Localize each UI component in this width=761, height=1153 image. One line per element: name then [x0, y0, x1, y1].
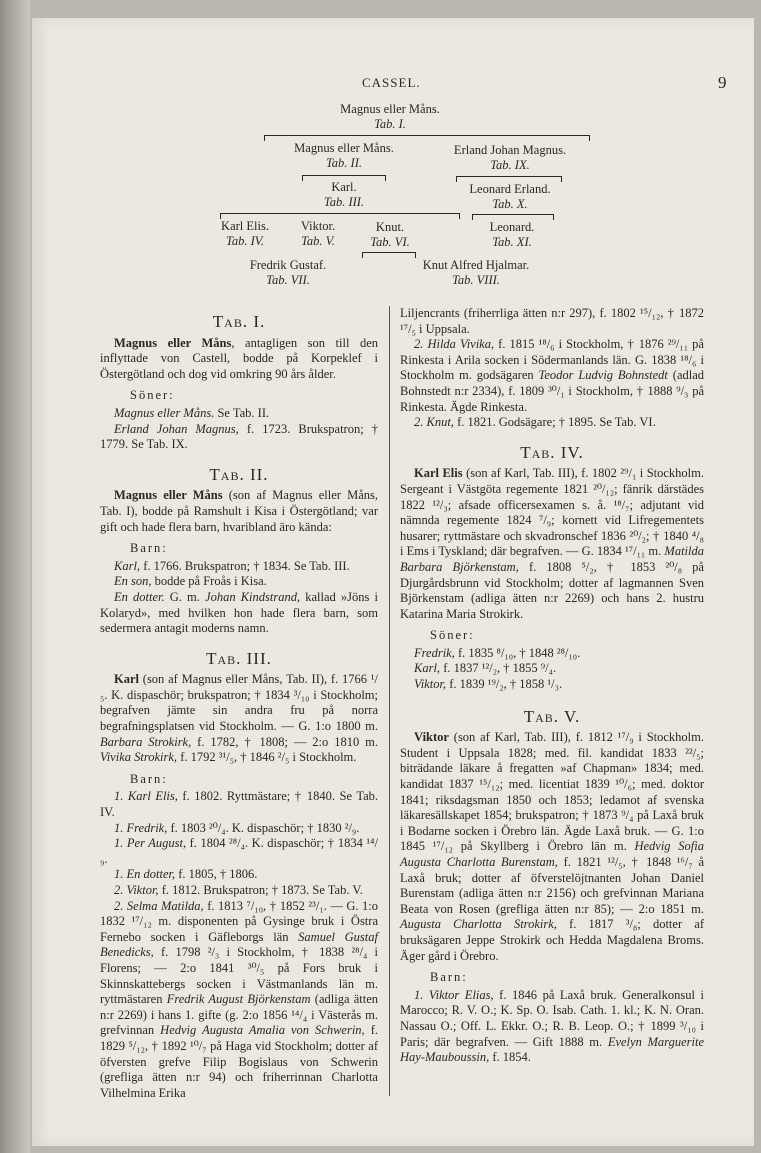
- right-column: [400, 306, 704, 1066]
- tree-node-tab9: Erland Johan Magnus. Tab. IX.: [453, 143, 567, 172]
- tree-node-tab11: Leonard. Tab. XI.: [489, 220, 535, 249]
- section-heading-tab2: Tab. II.: [209, 464, 269, 484]
- tree-brace: [362, 252, 416, 258]
- child-entry: Fredrik, f. 1835 ⁸/₁₀, † 1848 ²⁸/₁₀.: [414, 645, 581, 660]
- subheading-barn: Barn:: [130, 771, 168, 786]
- child-entry: En son, bodde på Froås i Kisa.: [114, 574, 267, 589]
- tree-node-tab3: Karl. Tab. III.: [323, 180, 365, 209]
- entry-tab5: Viktor (son af Karl, Tab. III), f. 1812 ¹⁷/₉ i Stockholm. Student i Uppsala 1828; med. fil. kandidat 1833 ²²/₅; biträdande läkare å fregatten »af Chapman» 1834; med. kandidat 1837 ¹⁵/₁₂; med. licentiat 1839 ¹⁰/₆; med. doktor 1841; riksdagsman 1850 och 1853; ledamot af svenska läkaresällskapet 1854; brukspatron; † 1873 ⁹/₄ på Laxå bruk i Bodarne socken i Örebro län. Ägde Laxå bruk. — G. 1:o 1845 ¹⁷/₁₂ på Skyllberg i Örebro län m. Hedvig Sofia Augusta Charlotta Burenstam, f. 1821 ¹²/₅, † 1848 ¹⁶/₇ å Laxå bruk; dotter af öfverstelöjtnanten Johan Daniel Burenstam (adliga ätten n:r 2156) och grefvinnan Mariana Beata von Rosen (grefliga ätten n:r 85); — 2:o 1851 m. Augusta Charlotta Strokirk, f. 1817 ³/₈; dotter af bruksägaren Jeppe Strokirk och Hedda Magdalena Broms. Äger gård i Örebro.: [400, 730, 704, 963]
- entry-tab3: Karl (son af Magnus eller Måns, Tab. II), f. 1766 ¹/₅. K. dispaschör; brukspatron; † 1834 ³/₁₀ i Stockholm; begrafven jämte sin andra fru på norra begrafningsplatsen vid Stockholm. — G. 1:o 1800 m. Barbara Strokirk, f. 1782, † 1808; — 2:o 1810 m. Vivika Strokirk, f. 1792 ³¹/₅, † 1846 ²/₅ i Stockholm.: [100, 672, 378, 765]
- tree-node-tab10: Leonard Erland. Tab. X.: [469, 182, 551, 211]
- entry-tab1: Magnus eller Måns, antagligen son till den inflyttade von Castell, bodde på Korpeklef i Östergötland och dog vid omkring 90 års ålder.: [100, 335, 379, 381]
- child-entry: Magnus eller Måns. Se Tab. II.: [114, 405, 270, 420]
- tree-node-tab4: Karl Elis. Tab. IV.: [221, 219, 269, 248]
- child-entry: 2. Hilda Vivika, f. 1815 ¹⁸/₆ i Stockholm, † 1876 ²⁹/₁₁ på Rinkesta i Arila socken i Södermanlands län. G. 1838 ¹⁸/₆ i Stockholm m. godsägaren Teodor Ludvig Bohnstedt (adlad Bohnstedt n:r 2334), f. 1809 ³⁰/₁ i Stockholm, † 1888 ⁹/₃ på Rinkesta. Ägde Rinkesta.: [400, 337, 705, 414]
- child-entry: 2. Knut, f. 1821. Godsägare; † 1895. Se Tab. VI.: [414, 415, 656, 430]
- child-entry: 2. Selma Matilda, f. 1813 ⁷/₁₀, † 1852 ²³/₁. — G. 1:o 1832 ¹⁷/₁₂ m. disponenten på Gysinge bruk i Östra Fernebo socken i Gäfleborgs län Samuel Gustaf Benedicks, f. 1798 ²/₃ i Stockholm, † 1838 ²⁸/₄ i Florens; — 2:o 1841 ³⁰/₅ på Fors bruk i Skinnskattebergs socken i Västmanlands län m. ryttmästaren Fredrik August Björkenstam (adliga ätten n:r 2269) i hans 1. gifte (g. 2:o 1856 ¹⁴/₄ i Västerås m. grefvinnan Hedvig Augusta Amalia von Schwerin, f. 1829 ⁵/₁₂, † 1892 ¹⁰/₇ på Haga vid Stockholm; dotter af öfversten grefve Filip Bogislaus von Schwerin (grefliga ätten n:r 94) och friherrinnan Charlotta Vilhelmina Erika: [100, 898, 379, 1100]
- section-heading-tab3: Tab. III.: [206, 648, 272, 668]
- page-number: 9: [718, 73, 727, 92]
- running-head: CASSEL.: [362, 75, 421, 90]
- child-entry: 2. Viktor, f. 1812. Brukspatron; † 1873. Se Tab. V.: [114, 883, 363, 897]
- child-entry: 1. Per August, f. 1804 ²⁸/₄. K. dispaschör; † 1834 ¹⁴/₉.: [100, 836, 379, 866]
- entry-tab2: Magnus eller Måns (son af Magnus eller Måns, Tab. I), bodde på Ramshult i Kisa i Östergötland; var gift och hade flera barn, hvaribland äro kända:: [100, 488, 379, 534]
- section-heading-tab4: Tab. IV.: [520, 442, 584, 462]
- child-entry: Erland Johan Magnus, f. 1723. Brukspatron; † 1779. Se Tab. IX.: [100, 421, 378, 452]
- child-entry: 1. Fredrik, f. 1803 ²⁰/₄. K. dispaschör; † 1830 ²/₉.: [114, 820, 360, 835]
- book-binding-edge: [0, 0, 30, 1153]
- section-heading-tab1: Tab. I.: [212, 312, 266, 331]
- child-entry: Karl, f. 1766. Brukspatron; † 1834. Se Tab. III.: [114, 558, 350, 573]
- continued-entry: Liljencrants (friherrliga ätten n:r 297), f. 1802 ¹⁵/₁₂, † 1872 ¹⁷/₅ i Uppsala.: [400, 306, 704, 336]
- tree-node-root: Magnus eller Måns. Tab. I.: [340, 102, 440, 131]
- tree-node-tab2: Magnus eller Måns. Tab. II.: [294, 141, 394, 170]
- genealogy-tree: [32, 18, 754, 298]
- child-entry: 1. Karl Elis, f. 1802. Ryttmästare; † 1840. Se Tab. IV.: [100, 789, 379, 820]
- tree-node-tab6: Knut. Tab. VI.: [370, 220, 410, 249]
- entry-tab4: Karl Elis (son af Karl, Tab. III), f. 1802 ²⁹/₁ i Stockholm. Sergeant i Västgöta regemente 1821 ²⁰/₁₂; fänrik därstädes 1822 ¹²/₃; afsade officersexamen s. å. ¹⁸/₇; adjutant vid nämnda regemente 1824 ⁷/₉; kornett vid Lifregementets husarer; ryttmästare och skvadronschef 1836 ²⁰/₂; † 1840 ⁴/₈ i Ems i Tyskland; där begrafven. — G. 1834 ¹⁷/₁₁ m. Matilda Barbara Björkenstam, f. 1808 ⁵/₂, † 1853 ²⁰/₈ på Djurgårdsbrunn vid Stockholm; dotter af lagmannen Sven Björkenstam (adliga ätten n:r 2269) och hans 2. hustru Katarina Maria Strokirk.: [400, 466, 704, 621]
- tree-node-tab8: Knut Alfred Hjalmar. Tab. VIII.: [422, 258, 530, 287]
- child-entry: 1. En dotter, f. 1805, † 1806.: [114, 867, 258, 882]
- column-divider: [389, 306, 390, 1096]
- tree-node-tab5: Viktor. Tab. V.: [300, 219, 336, 248]
- child-entry: Viktor, f. 1839 ¹⁹/₂, † 1858 ¹/₃.: [414, 677, 563, 692]
- child-entry: Karl, f. 1837 ¹²/₂, † 1855 ⁹/₄.: [414, 661, 557, 676]
- subheading-barn: Barn:: [130, 541, 168, 556]
- subheading-barn: Barn:: [430, 970, 468, 985]
- book-page: [32, 18, 754, 1146]
- subheading-soner: Söner:: [430, 628, 475, 643]
- tree-node-tab7: Fredrik Gustaf. Tab. VII.: [249, 258, 327, 287]
- child-entry: 1. Viktor Elias, f. 1846 på Laxå bruk. Generalkonsul i Marocco; R. V. O.; K. Sp. O. Isab. Cath. 1. kl.; K. N. Oran. Nassau O.; Off. L. Ekkr. O.; R. B. Leop. O.; † 1899 ³/₁₀ i Paris; där begrafven. — Gift 1888 m. Evelyn Marguerite Hay-Mauboussin, f. 1854.: [400, 987, 704, 1065]
- section-heading-tab5: Tab. V.: [523, 706, 581, 726]
- left-column: [100, 306, 378, 1101]
- subheading-soner: Söner:: [130, 388, 175, 403]
- child-entry: En dotter. G. m. Johan Kindstrand, kallad »Jöns i Kolaryd», med hvilken hon hade flera barn, som sedermera antagit moderns namn.: [100, 589, 379, 636]
